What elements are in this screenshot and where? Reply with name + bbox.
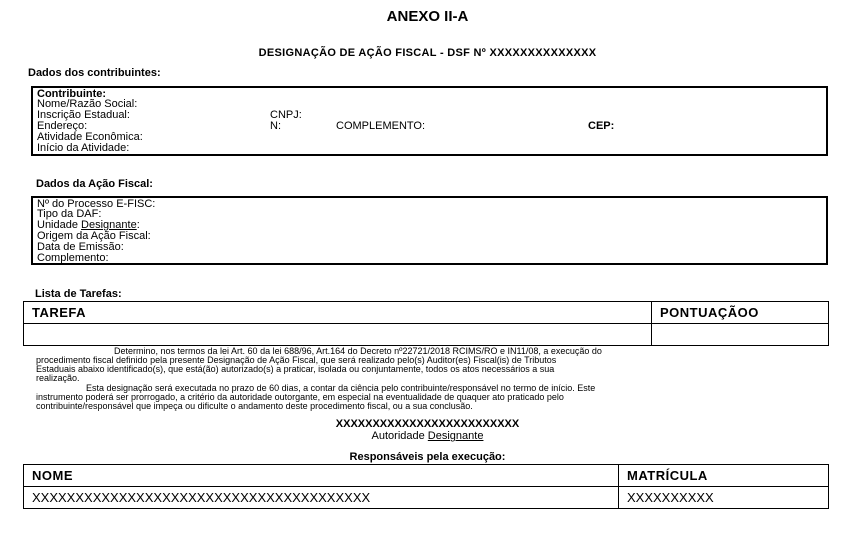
prazo-paragraph: [36, 384, 826, 411]
acao-fiscal-section-label: Dados da Ação Fiscal:: [36, 178, 153, 190]
tarefa-header: TAREFA: [24, 302, 652, 324]
nome-cell: XXXXXXXXXXXXXXXXXXXXXXXXXXXXXXXXXXXXXXX: [24, 487, 619, 509]
responsaveis-section-label: Responsáveis pela execução:: [349, 451, 506, 463]
matricula-header: MATRÍCULA: [619, 465, 829, 487]
endereco-label: Endereço:: [37, 120, 88, 132]
pontuacao-cell: [652, 324, 829, 346]
data-emissao-label: Data de Emissão:: [37, 241, 124, 253]
unidade-suffix: :: [136, 219, 140, 231]
autoridade-designante-word: Designante: [427, 430, 484, 442]
paragraph1-line4: realização.: [36, 373, 80, 383]
paragraph2-line3: contribuinte/responsável que impeça ou dificulte o andamento deste procedimento fiscal, ou a sua conclusão.: [36, 401, 473, 411]
cep-label: CEP:: [588, 120, 615, 132]
nome-label: Nome/Razão Social:: [37, 98, 138, 110]
autoridade-name: XXXXXXXXXXXXXXXXXXXXXXXXX: [335, 418, 520, 430]
nome-header: NOME: [24, 465, 619, 487]
paragraph2-line2: instrumento poderá ser prorrogado, a critério da autoridade outorgante, em especial na eventualidade de quaquer ato praticado pelo: [36, 392, 564, 402]
autoridade-prefix: Autoridade: [371, 430, 428, 442]
paragraph1-line3: Estaduais abaixo identificado(s), que está(ão) autorizado(s) a praticar, isolada ou conjuntamente, todos os atos necessários a sua: [36, 364, 555, 374]
tarefas-table: [23, 301, 829, 346]
inicio-label: Início da Atividade:: [37, 142, 130, 154]
document-title: ANEXO II-A: [386, 8, 469, 25]
unidade-designante-word: Designante: [81, 219, 137, 231]
tarefa-cell: [24, 324, 652, 346]
contribuintes-section-label: Dados dos contribuintes:: [28, 67, 161, 79]
numero-label: N:: [270, 120, 281, 132]
atividade-label: Atividade Econômica:: [37, 131, 143, 143]
origem-label: Origem da Ação Fiscal:: [37, 230, 151, 242]
tipo-daf-label: Tipo da DAF:: [37, 208, 102, 220]
determination-paragraph: [36, 347, 826, 383]
dsf-heading: DESIGNAÇÃO DE AÇÃO FISCAL - DSF Nº XXXXXXXXXXXXXX: [258, 47, 597, 59]
responsaveis-table: [23, 464, 829, 509]
autoridade-label: [0, 430, 855, 442]
processo-label: Nº do Processo E-FISC:: [37, 198, 156, 210]
paragraph1-line1: Determino, nos termos da lei Art. 60 da lei 688/96, Art.164 do Decreto nº22721/2018 RCIMS/RO e IN11/08, a execução do: [114, 346, 602, 356]
pontuacao-header: PONTUAÇÃOO: [652, 302, 829, 324]
paragraph1-line2: procedimento fiscal definido pela presente Designação de Ação Fiscal, que será realizado pelo(s) Auditor(es) Fiscal(is) de Tributos: [36, 355, 557, 365]
contribuinte-header: Contribuinte:: [37, 88, 107, 100]
unidade-prefix: Unidade: [37, 219, 82, 231]
complemento-fiscal-label: Complemento:: [37, 252, 109, 264]
matricula-cell: XXXXXXXXXX: [619, 487, 829, 509]
paragraph2-line1: Esta designação será executada no prazo de 60 dias, a contar da ciência pelo contribuinte/responsável no termo de início. Este: [86, 383, 596, 393]
acao-fiscal-box: [31, 196, 828, 265]
inscricao-label: Inscrição Estadual:: [37, 109, 130, 121]
cnpj-label: CNPJ:: [270, 109, 302, 121]
contribuintes-box: [31, 86, 828, 156]
complemento-label: COMPLEMENTO:: [336, 120, 426, 132]
tarefas-section-label: Lista de Tarefas:: [35, 288, 122, 300]
